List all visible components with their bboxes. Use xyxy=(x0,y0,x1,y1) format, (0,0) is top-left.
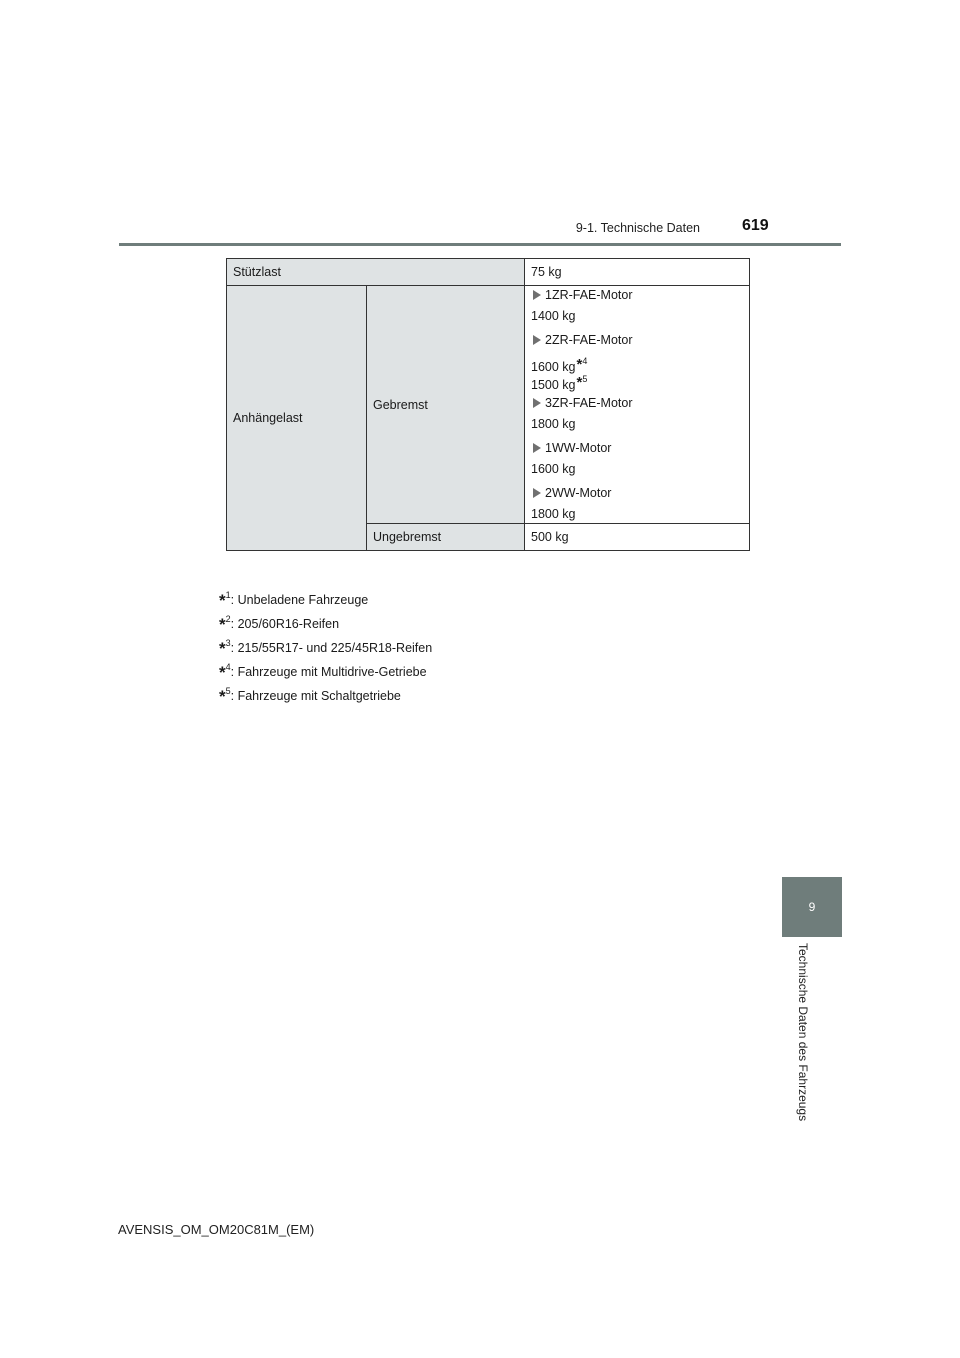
engine-name: 2ZR-FAE-Motor xyxy=(545,332,633,347)
footnote-item xyxy=(219,631,433,658)
engine-name: 1WW-Motor xyxy=(545,440,612,455)
engine-name: 1ZR-FAE-Motor xyxy=(545,287,633,302)
weight-value xyxy=(531,352,743,374)
footnote-star: * xyxy=(219,687,226,706)
triangle-bullet-icon xyxy=(533,290,541,300)
footnote-number: 3 xyxy=(225,638,231,648)
document-id: AVENSIS_OM_OM20C81M_(EM) xyxy=(118,1222,315,1237)
footnote-marker: * xyxy=(576,356,583,373)
triangle-bullet-icon xyxy=(533,335,541,345)
engine-label xyxy=(531,286,743,303)
weight-value xyxy=(531,307,743,325)
chapter-tab xyxy=(782,877,842,937)
engine-label xyxy=(531,331,743,348)
weight-text: 1800 kg xyxy=(531,507,576,521)
engine-group xyxy=(531,394,743,433)
engine-group xyxy=(531,286,743,325)
footnote-item xyxy=(219,607,432,634)
weight-text: 1600 kg xyxy=(531,360,576,374)
weight-text: 1400 kg xyxy=(531,309,576,323)
ungebremst-label: Ungebremst xyxy=(367,524,525,551)
engine-label xyxy=(531,394,743,411)
triangle-bullet-icon xyxy=(533,398,541,408)
towing-spec-table xyxy=(226,258,750,551)
table-row xyxy=(227,259,750,286)
footnote-number: 1 xyxy=(225,590,231,600)
footnote-item xyxy=(219,655,432,682)
stuetzlast-label: Stützlast xyxy=(227,259,525,286)
footnote-star: * xyxy=(219,615,226,634)
anhaengelast-label: Anhängelast xyxy=(227,286,367,551)
footnote-ref: 4 xyxy=(582,356,588,366)
weight-value xyxy=(531,460,743,478)
engine-name: 3ZR-FAE-Motor xyxy=(545,395,633,410)
gebremst-values xyxy=(525,286,750,524)
engine-label xyxy=(531,439,743,456)
engine-name: 2WW-Motor xyxy=(545,485,612,500)
triangle-bullet-icon xyxy=(533,443,541,453)
section-title: 9-1. Technische Daten xyxy=(575,221,700,235)
footnote-text: : 215/55R17- und 225/45R18-Reifen xyxy=(230,641,433,655)
page-number: 619 xyxy=(742,217,769,234)
weight-text: 1600 kg xyxy=(531,462,576,476)
triangle-bullet-icon xyxy=(533,488,541,498)
footnote-text: : Fahrzeuge mit Schaltgetriebe xyxy=(230,689,401,703)
footnote-star: * xyxy=(219,591,226,610)
footnote-number: 5 xyxy=(225,686,231,696)
footnote-item xyxy=(219,583,432,610)
gebremst-label: Gebremst xyxy=(367,286,525,524)
weight-value xyxy=(531,370,743,392)
chapter-label: Technische Daten des Fahrzeugs xyxy=(796,943,810,1122)
footnotes xyxy=(219,583,433,706)
footnote-number: 2 xyxy=(225,614,231,624)
footnote-ref: 5 xyxy=(582,374,588,384)
engine-label xyxy=(531,484,743,501)
weight-text: 1500 kg xyxy=(531,378,576,392)
engine-group xyxy=(531,439,743,478)
weight-value xyxy=(531,505,743,523)
footnote-star: * xyxy=(219,639,226,658)
footnote-star: * xyxy=(219,663,226,682)
ungebremst-value: 500 kg xyxy=(525,524,750,551)
chapter-number: 9 xyxy=(808,900,816,914)
footnote-text: : Fahrzeuge mit Multidrive-Getriebe xyxy=(230,665,427,679)
stuetzlast-value: 75 kg xyxy=(525,259,750,286)
engine-group xyxy=(531,484,743,523)
table-row xyxy=(227,286,750,524)
weight-value xyxy=(531,415,743,433)
weight-text: 1800 kg xyxy=(531,417,576,431)
footnote-text: : 205/60R16-Reifen xyxy=(230,617,340,631)
header-divider xyxy=(119,243,841,246)
footnote-number: 4 xyxy=(225,662,231,672)
footnote-text: : Unbeladene Fahrzeuge xyxy=(230,593,369,607)
footnote-item xyxy=(219,679,432,706)
footnote-marker: * xyxy=(576,374,583,391)
engine-group xyxy=(531,331,743,392)
